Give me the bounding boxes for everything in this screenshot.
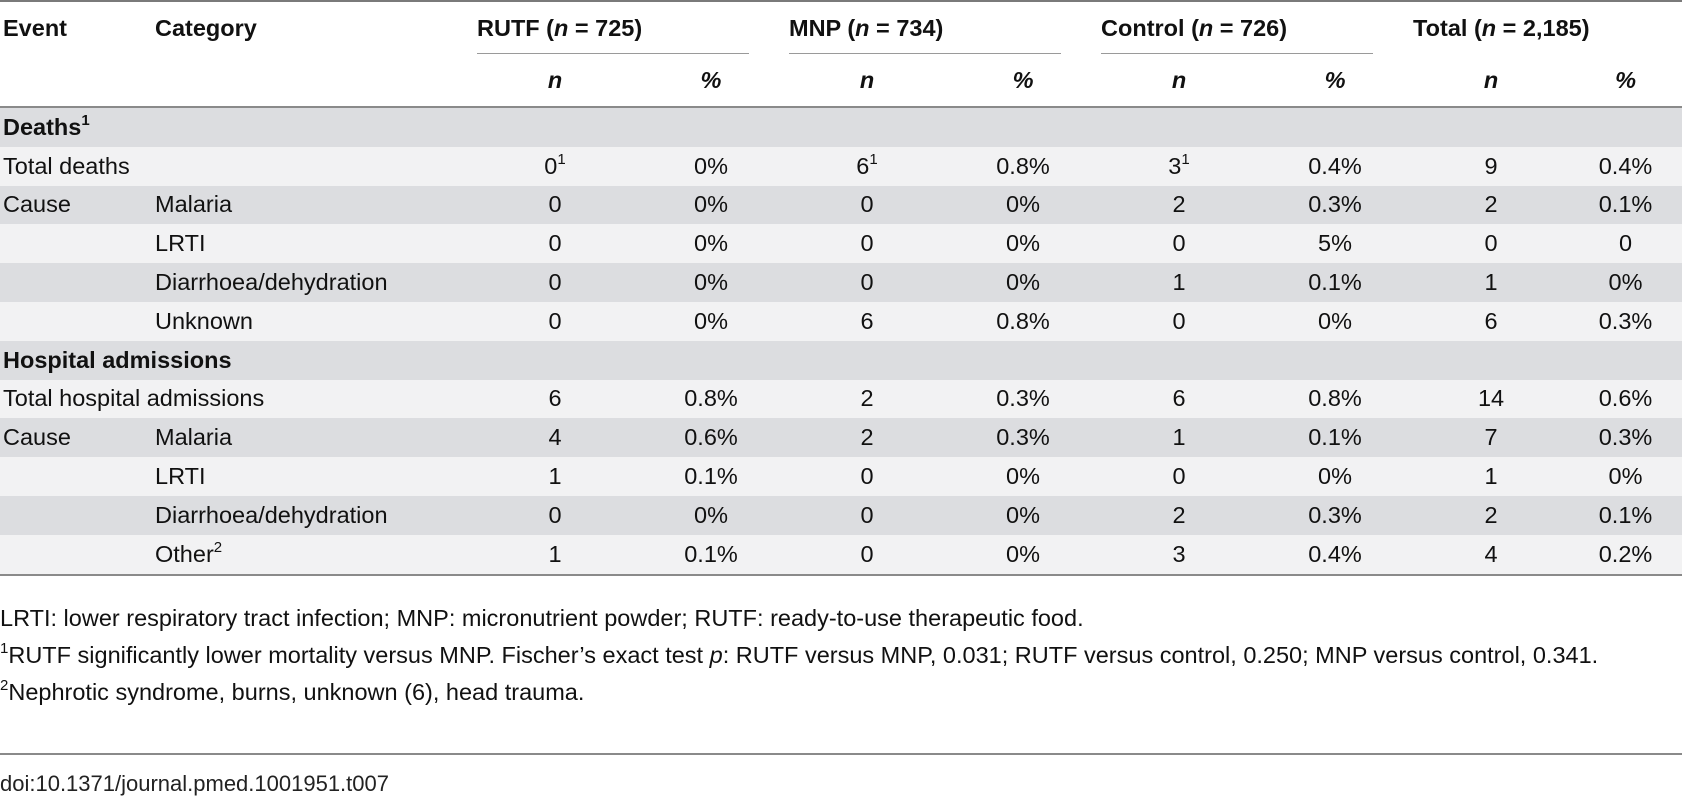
cell-percent: 0% — [694, 230, 728, 257]
footnote-1-text-end: : RUTF versus MNP, 0.031; RUTF versus control, 0.250; MNP versus control, 0.341. — [722, 642, 1599, 668]
doi-label: doi:10.1371/journal.pmed.1001951.t007 — [0, 771, 389, 796]
row-event: Total deaths — [3, 152, 130, 179]
cell-n: 0 — [548, 501, 562, 528]
cell-percent: 0.1% — [1598, 191, 1653, 218]
cell-percent: 0.4% — [1308, 152, 1362, 179]
cell-percent: 0.3% — [1308, 501, 1362, 528]
cell-n: 7 — [1484, 424, 1498, 451]
row-event — [0, 535, 152, 575]
cell-n: 14 — [1477, 385, 1505, 412]
group-header — [477, 2, 789, 54]
group-underline — [1101, 53, 1373, 54]
group-header-label: Control (n = 726) — [1101, 14, 1288, 41]
cell-percent: 0.8% — [684, 385, 738, 412]
table-row — [0, 380, 1682, 419]
cell-n: 0 — [860, 540, 874, 567]
cell-percent: 0.6% — [1598, 385, 1653, 412]
cell-percent: 5% — [1318, 230, 1352, 257]
row-category: LRTI — [155, 230, 206, 257]
cell-n: 0 — [860, 230, 874, 257]
cell-n: 2 — [1172, 191, 1186, 218]
cell-n: 2 — [860, 424, 874, 451]
footnote-marker: 2 — [213, 538, 223, 556]
cell-percent: 0.1% — [684, 540, 738, 567]
row-category: Other$^2$ — [155, 538, 223, 567]
row-category: Malaria — [155, 191, 233, 218]
cell-percent: 0% — [1318, 463, 1352, 490]
table-row — [0, 147, 1682, 186]
footnote-marker: 1 — [1181, 150, 1190, 168]
row-category: LRTI — [155, 463, 206, 490]
cell-percent: 0% — [1006, 463, 1040, 490]
cell-n: 0 — [548, 230, 562, 257]
section-title: Deaths$^1$ — [3, 112, 90, 140]
cell-n: 4 — [548, 424, 562, 451]
row-category: Malaria — [155, 424, 233, 451]
group-header-label: MNP (n = 734) — [789, 14, 944, 41]
footnote-1-marker: 1 — [0, 640, 9, 658]
cell-n: 0 — [548, 269, 562, 296]
table-row — [0, 263, 1682, 302]
cell-n: 0 — [1172, 463, 1186, 490]
row-event — [0, 263, 152, 302]
subheader-percent: % — [1012, 66, 1034, 93]
cell-n: 0 — [860, 191, 874, 218]
footnote-abbreviations: LRTI: lower respiratory tract infection; MNP: micronutrient powder; RUTF: ready-to-use therapeutic food. — [0, 605, 1084, 631]
cell-n: $6^1$ — [856, 150, 878, 179]
cell-n: 0 — [860, 501, 874, 528]
table-row — [0, 302, 1682, 341]
cell-percent: 0.8% — [996, 307, 1050, 334]
cell-percent: 0.1% — [684, 463, 738, 490]
cell-n: 6 — [860, 307, 874, 334]
cell-n: 0 — [860, 269, 874, 296]
cell-n: $3^1$ — [1168, 150, 1190, 179]
cell-percent: 0.1% — [1598, 501, 1653, 528]
table-row — [0, 224, 1682, 263]
cell-percent: 0.2% — [1598, 540, 1653, 567]
cell-percent: 0% — [694, 191, 728, 218]
cell-percent: 0% — [694, 152, 728, 179]
cell-n: 0 — [1484, 230, 1498, 257]
group-underline — [477, 53, 749, 54]
cell-n: 1 — [1484, 463, 1498, 490]
row-category: Diarrhoea/dehydration — [155, 269, 388, 296]
footnote-2 — [0, 674, 1670, 711]
cell-percent: 0.1% — [1308, 424, 1362, 451]
cell-n: 6 — [1484, 307, 1498, 334]
section-title: Hospital admissions — [3, 346, 232, 373]
subheader-percent: % — [1324, 66, 1346, 93]
cell-percent: 0% — [1608, 269, 1643, 296]
cell-percent: 0.1% — [1308, 269, 1362, 296]
cell-n: 1 — [548, 463, 562, 490]
footnote-2-text: Nephrotic syndrome, burns, unknown (6), head trauma. — [8, 679, 585, 705]
section-row — [0, 341, 1682, 380]
group-header-label: RUTF (n = 725) — [477, 14, 643, 41]
footnote-marker: 1 — [869, 150, 878, 168]
row-event — [0, 302, 152, 341]
cell-n: 0 — [548, 307, 562, 334]
header-event: Event — [3, 14, 67, 41]
row-event — [0, 496, 152, 535]
cell-n: 2 — [1172, 501, 1186, 528]
cell-percent: 0% — [694, 307, 728, 334]
footnote-marker: 1 — [81, 112, 90, 130]
cell-percent: 0% — [694, 501, 728, 528]
cell-percent: 0.4% — [1308, 540, 1362, 567]
table-row — [0, 457, 1682, 496]
cell-n: 2 — [1484, 501, 1498, 528]
row-category: Diarrhoea/dehydration — [155, 501, 388, 528]
cell-percent: 0% — [1608, 463, 1643, 490]
adverse-events-table — [0, 2, 1682, 576]
cell-percent: 0% — [1006, 540, 1040, 567]
table-footnotes — [0, 600, 1670, 711]
subheader-n: n — [547, 66, 563, 93]
cell-percent: 0.8% — [996, 152, 1050, 179]
row-event: Cause — [3, 191, 71, 218]
cell-n: 6 — [548, 385, 562, 412]
group-header — [789, 2, 1101, 54]
cell-n: 1 — [548, 540, 562, 567]
cell-n: 1 — [1484, 269, 1498, 296]
cell-n: 4 — [1484, 540, 1498, 567]
cell-percent: 0.6% — [684, 424, 738, 451]
cell-n: 1 — [1172, 424, 1186, 451]
cell-n: 3 — [1172, 540, 1186, 567]
subheader-n: n — [1171, 66, 1187, 93]
group-header-label: Total (n = 2,185) — [1413, 14, 1590, 41]
cell-n: 9 — [1484, 152, 1498, 179]
cell-n: 0 — [860, 463, 874, 490]
footnote-1-text: RUTF significantly lower mortality versus MNP. Fischer’s exact test — [8, 642, 710, 668]
footnote-2-marker: 2 — [0, 677, 9, 695]
group-underline — [789, 53, 1061, 54]
footnote-1-p: p — [709, 642, 723, 668]
cell-percent: 0% — [694, 269, 728, 296]
cell-percent: 0.3% — [1598, 307, 1653, 334]
cell-n: $0^1$ — [544, 150, 566, 179]
row-event: Cause — [3, 424, 71, 451]
cell-percent: 0.3% — [1308, 191, 1362, 218]
subheader-n: n — [859, 66, 875, 93]
cell-n: 2 — [1484, 191, 1498, 218]
cell-percent: 0% — [1006, 230, 1040, 257]
header-category: Category — [155, 14, 257, 41]
table-row — [0, 496, 1682, 535]
row-event — [0, 224, 152, 263]
table-row — [0, 186, 1682, 225]
bottom-rule — [0, 753, 1682, 755]
cell-percent: 0 — [1618, 230, 1633, 257]
cell-n: 0 — [1172, 307, 1186, 334]
cell-n: 0 — [1172, 230, 1186, 257]
group-header — [1101, 2, 1413, 54]
cell-percent: 0% — [1006, 269, 1040, 296]
cell-percent: 0% — [1006, 501, 1040, 528]
cell-n: 1 — [1172, 269, 1186, 296]
group-header — [1413, 2, 1682, 54]
row-category: Unknown — [155, 307, 253, 334]
footnote-1 — [0, 637, 1670, 674]
cell-percent: 0.3% — [996, 385, 1050, 412]
cell-percent: 0.3% — [1598, 424, 1653, 451]
cell-percent: 0.8% — [1308, 385, 1362, 412]
cell-percent: 0% — [1318, 307, 1352, 334]
cell-percent: 0% — [1006, 191, 1040, 218]
row-event — [0, 457, 152, 496]
section-row — [0, 107, 1682, 147]
footnote-marker: 1 — [557, 150, 566, 168]
cell-percent: 0.4% — [1598, 152, 1653, 179]
cell-percent: 0.3% — [996, 424, 1050, 451]
table-row — [0, 418, 1682, 457]
subheader-percent: % — [700, 66, 722, 93]
cell-n: 0 — [548, 191, 562, 218]
cell-n: 6 — [1172, 385, 1186, 412]
row-event: Total hospital admissions — [3, 385, 265, 412]
table-row — [0, 535, 1682, 575]
cell-n: 2 — [860, 385, 874, 412]
subheader-percent: % — [1615, 66, 1636, 93]
subheader-n: n — [1483, 66, 1499, 93]
